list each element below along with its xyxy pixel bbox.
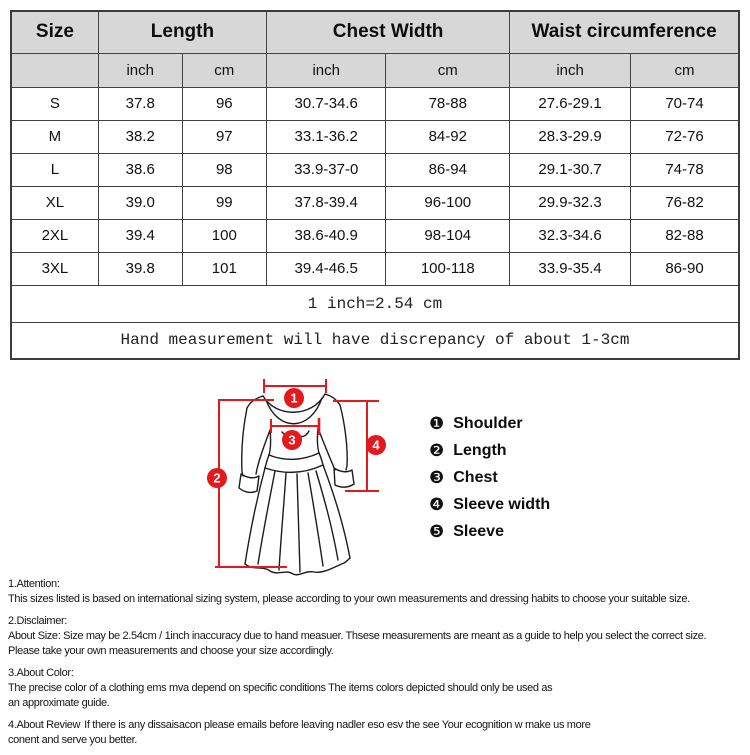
footnote-text: If there is any dissaisacon please emails before leaving nadler eso esv the see Your ecognition w make us more	[84, 719, 591, 731]
svg-text:2: 2	[213, 470, 221, 486]
cell-size: M	[11, 120, 98, 153]
legend-label: Shoulder	[453, 414, 523, 432]
cell-length-cm: 98	[182, 153, 266, 186]
unit-chest-inch: inch	[267, 53, 386, 87]
footnote-title: 1.Attention:	[8, 578, 60, 590]
cell-length-cm: 97	[182, 120, 266, 153]
legend-label: Sleeve width	[453, 495, 551, 513]
footnote-text: This sizes listed is based on international sizing system, please according to your own measurements and dressing habits to choose your suitable size.	[8, 593, 690, 605]
cell-chest-cm: 96-100	[386, 186, 510, 219]
legend-item-sleeve	[429, 518, 550, 545]
footnote-title: 2.Disclaimer:	[8, 615, 68, 627]
table-row-m	[11, 120, 739, 153]
cell-chest-inch: 30.7-34.6	[267, 87, 386, 120]
footnote-text: Please take your own measurements and choose your size accordingly.	[8, 645, 334, 657]
cell-waist-inch: 29.1-30.7	[510, 153, 631, 186]
cell-length-cm: 101	[182, 252, 266, 285]
cell-chest-inch: 33.9-37-0	[267, 153, 386, 186]
cell-waist-inch: 28.3-29.9	[510, 120, 631, 153]
cell-size: 3XL	[11, 252, 98, 285]
footnote-text: About Size: Size may be 2.54cm / 1inch inaccuracy due to hand measuer. Thsese measurements are meant as a guide to help you select the correct size.	[8, 630, 707, 642]
table-row-l	[11, 153, 739, 186]
svg-text:3: 3	[288, 432, 296, 448]
cell-size: L	[11, 153, 98, 186]
footnote-disclaimer	[8, 614, 748, 659]
cell-waist-inch: 27.6-29.1	[510, 87, 631, 120]
legend-label: Sleeve	[453, 522, 504, 540]
circled-number-icon: ❺	[429, 522, 445, 541]
footnote-about-color	[8, 666, 748, 711]
legend-item-sleeve-width	[429, 491, 550, 518]
table-note-row	[11, 285, 739, 322]
table-row-2xl	[11, 219, 739, 252]
cell-waist-cm: 74-78	[631, 153, 740, 186]
legend-label: Chest	[453, 468, 498, 486]
legend-item-chest	[429, 464, 550, 491]
cell-waist-cm: 70-74	[631, 87, 740, 120]
unit-waist-inch: inch	[510, 53, 631, 87]
table-unit-row	[11, 53, 739, 87]
cell-waist-inch: 33.9-35.4	[510, 252, 631, 285]
cell-length-cm: 96	[182, 87, 266, 120]
size-chart-table	[10, 10, 740, 360]
footnote-title: 3.About Color:	[8, 667, 74, 679]
inch-conversion-note: 1 inch=2.54 cm	[11, 285, 739, 322]
cell-length-inch: 39.4	[98, 219, 182, 252]
svg-text:1: 1	[290, 390, 298, 406]
cell-size: 2XL	[11, 219, 98, 252]
footnote-text: The precise color of a clothing ems mva depend on specific conditions The items colors depicted should only be used as	[8, 682, 553, 694]
cell-chest-cm: 98-104	[386, 219, 510, 252]
cell-waist-cm: 86-90	[631, 252, 740, 285]
dress-outline	[239, 394, 354, 575]
circled-number-icon: ❷	[429, 441, 445, 460]
cell-chest-inch: 38.6-40.9	[267, 219, 386, 252]
svg-text:4: 4	[372, 437, 380, 453]
table-header-row	[11, 11, 739, 53]
table-row-xl	[11, 186, 739, 219]
header-waist-circumference: Waist circumference	[510, 11, 739, 53]
footnote-attention	[8, 577, 748, 607]
footnote-title: 4.About Review	[8, 719, 81, 731]
cell-chest-inch: 39.4-46.5	[267, 252, 386, 285]
cell-length-inch: 39.0	[98, 186, 182, 219]
cell-chest-cm: 78-88	[386, 87, 510, 120]
hand-measurement-note: Hand measurement will have discrepancy of about 1-3cm	[11, 322, 739, 359]
marker-sleeve-width	[366, 435, 386, 455]
footnote-about-review	[8, 718, 748, 748]
dress-measurement-diagram	[186, 374, 432, 592]
cell-waist-inch: 32.3-34.6	[510, 219, 631, 252]
footnotes	[8, 577, 748, 755]
legend-item-shoulder	[429, 410, 550, 437]
cell-chest-inch: 37.8-39.4	[267, 186, 386, 219]
cell-waist-inch: 29.9-32.3	[510, 186, 631, 219]
header-chest-width: Chest Width	[267, 11, 510, 53]
cell-chest-cm: 100-118	[386, 252, 510, 285]
marker-shoulder	[284, 388, 304, 408]
header-size: Size	[11, 11, 98, 53]
circled-number-icon: ❹	[429, 495, 445, 514]
marker-chest	[282, 430, 302, 450]
unit-chest-cm: cm	[386, 53, 510, 87]
cell-chest-cm: 86-94	[386, 153, 510, 186]
cell-size: XL	[11, 186, 98, 219]
cell-chest-cm: 84-92	[386, 120, 510, 153]
measurement-legend	[429, 410, 550, 545]
header-length: Length	[98, 11, 266, 53]
cell-size: S	[11, 87, 98, 120]
unit-length-cm: cm	[182, 53, 266, 87]
cell-length-cm: 100	[182, 219, 266, 252]
footnote-text: conent and serve you better.	[8, 734, 138, 746]
cell-length-inch: 37.8	[98, 87, 182, 120]
circled-number-icon: ❸	[429, 468, 445, 487]
unit-length-inch: inch	[98, 53, 182, 87]
cell-length-inch: 38.2	[98, 120, 182, 153]
cell-waist-cm: 82-88	[631, 219, 740, 252]
unit-waist-cm: cm	[631, 53, 740, 87]
cell-length-inch: 38.6	[98, 153, 182, 186]
cell-chest-inch: 33.1-36.2	[267, 120, 386, 153]
footnote-text	[8, 718, 748, 733]
table-row-3xl	[11, 252, 739, 285]
circled-number-icon: ❶	[429, 414, 445, 433]
cell-length-cm: 99	[182, 186, 266, 219]
unit-blank	[11, 53, 98, 87]
legend-label: Length	[453, 441, 507, 459]
table-row-s	[11, 87, 739, 120]
cell-waist-cm: 76-82	[631, 186, 740, 219]
marker-length	[207, 468, 227, 488]
table-note-row	[11, 322, 739, 359]
cell-length-inch: 39.8	[98, 252, 182, 285]
cell-waist-cm: 72-76	[631, 120, 740, 153]
legend-item-length	[429, 437, 550, 464]
footnote-text: an approximate guide.	[8, 697, 110, 709]
